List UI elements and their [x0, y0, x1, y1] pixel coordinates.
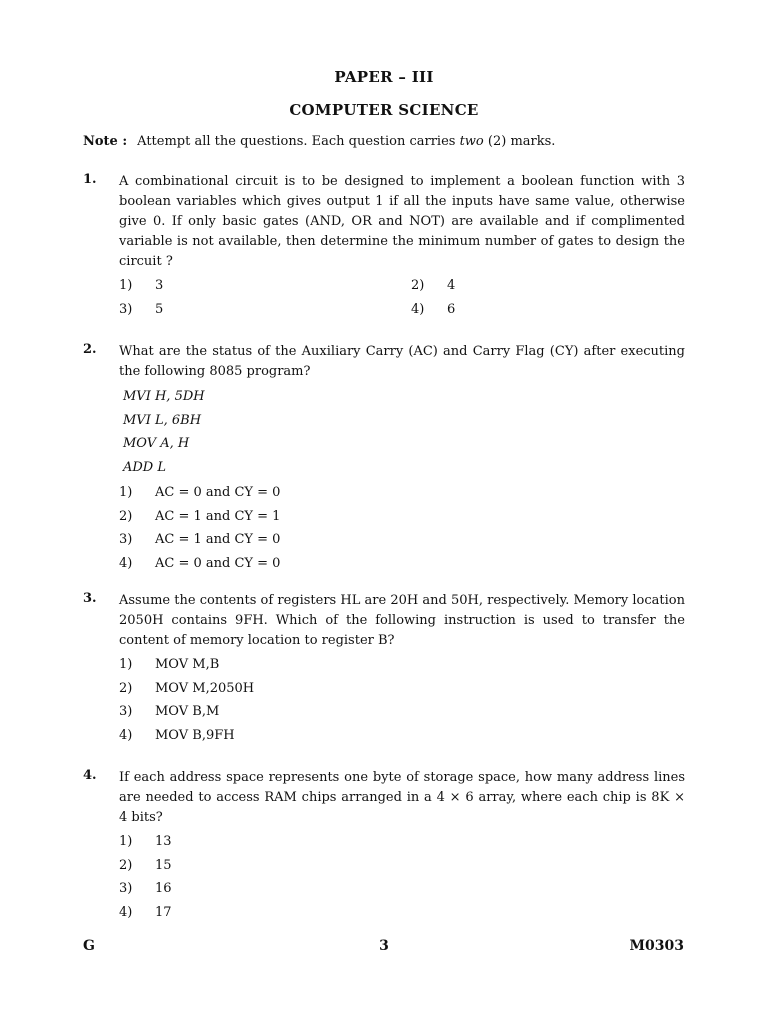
option [119, 830, 685, 854]
option [119, 298, 411, 322]
option-text: 6 [447, 301, 456, 317]
option [411, 274, 611, 298]
question-text: If each address space represents one byte of storage space, how many address lines are needed to access RAM chips arranged in a 4 × 6 array, where each chip is 8K × 4 bits? [119, 770, 685, 825]
option-number: 3) [119, 881, 133, 896]
option-number: 3) [119, 301, 133, 317]
question-number: 1. [83, 172, 97, 187]
code-line: ADD L [123, 459, 166, 475]
subject-title: COMPUTER SCIENCE [289, 101, 479, 119]
option [411, 298, 611, 322]
code-line: MVI L, 6BH [123, 412, 202, 428]
footer-paper-code: M0303 [629, 938, 684, 954]
option-number: 4) [411, 301, 425, 317]
code-line: MVI H, 5DH [123, 389, 205, 404]
option-number: 2) [119, 680, 133, 696]
option [119, 724, 685, 748]
question-4 [83, 768, 685, 924]
note-text-1: Attempt all the questions. Each question carries [137, 134, 460, 149]
option-number: 2) [411, 278, 425, 293]
option-number: 1) [119, 657, 133, 672]
option-text: 16 [155, 881, 172, 896]
options-list [119, 830, 685, 924]
option-text: AC = 0 and CY = 0 [155, 485, 281, 500]
option [119, 481, 685, 505]
option [119, 505, 685, 529]
option-text: MOV M,2050H [155, 680, 255, 696]
question-number: 2. [83, 342, 97, 357]
question-2 [83, 342, 685, 575]
question-text: A combinational circuit is to be designed to implement a boolean function with 3 boolean variables which gives output 1 if all the inputs have same value, otherwise give 0. If only basic gates (AND, OR and NOT) are available and if complimented variable is not available, then determine the minimum number of gates to design the circuit ? [119, 174, 685, 269]
option-number: 1) [119, 834, 133, 849]
option [119, 700, 685, 724]
question-text: Assume the contents of registers HL are 20H and 50H, respectively. Memory location 2050H contains 9FH. Which of the following instruction is used to transfer the content of memory location to register B? [119, 593, 685, 648]
footer-page-number: 3 [379, 938, 389, 954]
option-text: AC = 0 and CY = 0 [155, 555, 281, 571]
question-3 [83, 591, 685, 747]
option-text: MOV M,B [155, 657, 220, 672]
option-text: MOV B,M [155, 704, 220, 719]
option [119, 901, 685, 925]
footer-series-code: G [83, 938, 95, 954]
option-text: 4 [447, 278, 456, 293]
option-number: 4) [119, 904, 133, 920]
option-text: MOV B,9FH [155, 727, 235, 743]
option [119, 877, 685, 901]
note-label: Note : [83, 134, 128, 149]
question-number: 3. [83, 591, 97, 606]
option [119, 552, 685, 576]
option-text: 17 [155, 904, 172, 920]
option-number: 4) [119, 727, 133, 743]
question-text: What are the status of the Auxiliary Carry (AC) and Carry Flag (CY) after executing the following 8085 program? [119, 344, 685, 379]
paper-title: PAPER – III [334, 68, 434, 86]
option-text: 15 [155, 857, 172, 873]
option-number: 2) [119, 857, 133, 873]
question-1 [83, 172, 685, 321]
options-list [119, 274, 685, 321]
option-number: 1) [119, 278, 133, 293]
option-number: 3) [119, 704, 133, 719]
option [119, 677, 685, 701]
option [119, 653, 685, 677]
option-text: 13 [155, 834, 172, 849]
option-number: 4) [119, 555, 133, 571]
code-line: MOV A, H [123, 436, 190, 451]
code-block [123, 385, 685, 479]
option-text: 3 [155, 278, 164, 293]
option-text: AC = 1 and CY = 1 [155, 508, 281, 524]
option [119, 274, 411, 298]
option [119, 528, 685, 552]
options-list [119, 481, 685, 575]
instructions-note [83, 134, 555, 149]
option [119, 854, 685, 878]
option-number: 3) [119, 532, 133, 547]
question-number: 4. [83, 768, 97, 783]
options-list [119, 653, 685, 747]
option-text: 5 [155, 301, 164, 317]
option-number: 1) [119, 485, 133, 500]
option-number: 2) [119, 508, 133, 524]
note-text-2: (2) marks. [483, 134, 556, 149]
note-text-italic: two [459, 134, 484, 149]
option-text: AC = 1 and CY = 0 [155, 532, 281, 547]
